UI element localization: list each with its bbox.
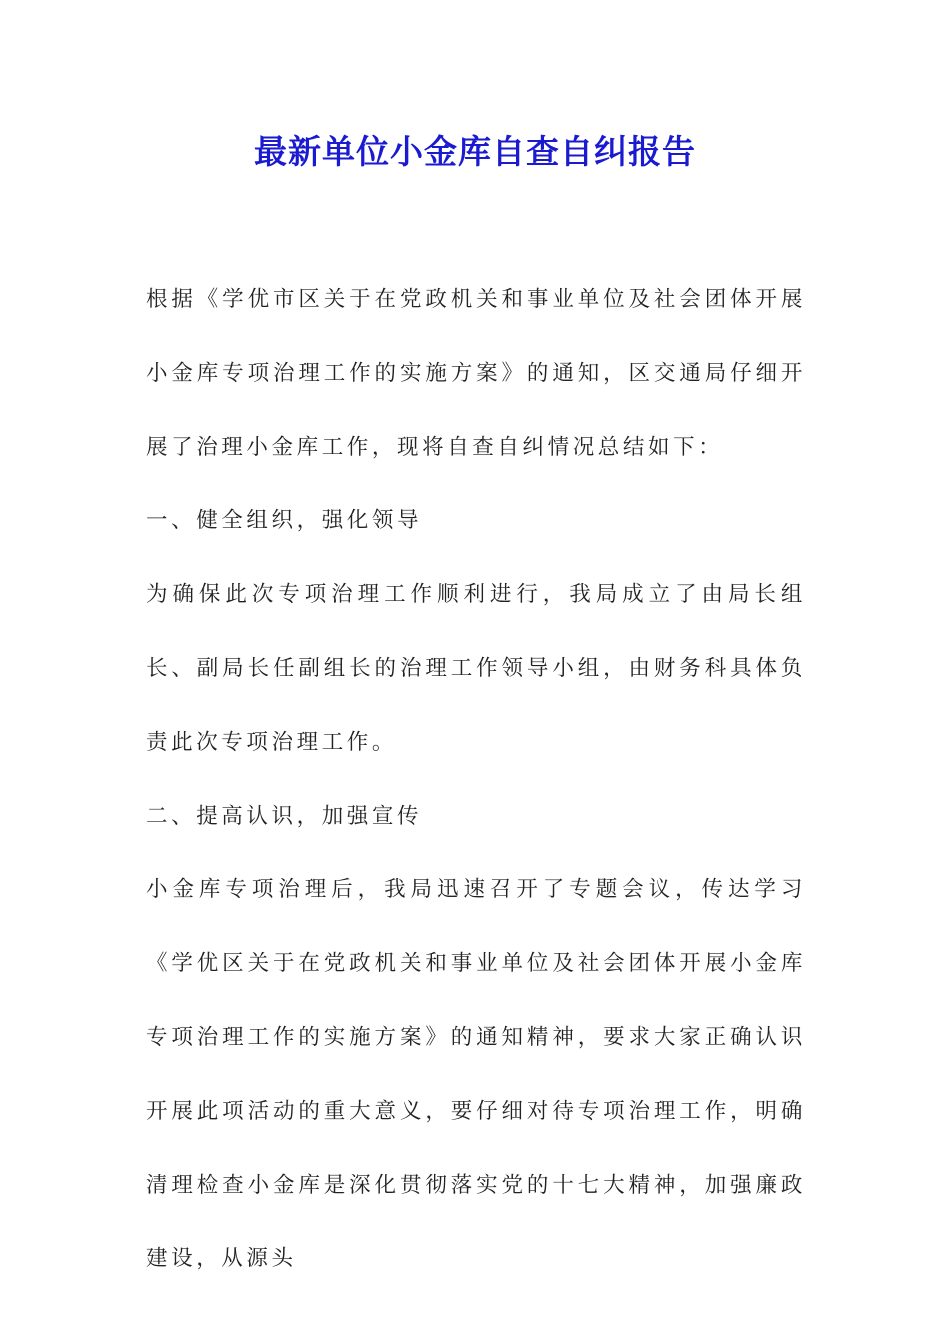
- document-title: 最新单位小金库自查自纠报告: [254, 132, 696, 171]
- paragraph-intro: 根据《学优市区关于在党政机关和事业单位及社会团体开展小金库专项治理工作的实施方案》的通知，区交通局仔细开展了治理小金库工作，现将自查自纠情况总结如下：: [146, 287, 806, 460]
- paragraph-organization: 为确保此次专项治理工作顺利进行，我局成立了由局长组长、副局长任副组长的治理工作领导小组，由财务科具体负责此次专项治理工作。: [146, 582, 806, 755]
- document-body: [146, 263, 806, 1296]
- paragraph-awareness: 小金库专项治理后，我局迅速召开了专题会议，传达学习《学优区关于在党政机关和事业单位及社会团体开展小金库专项治理工作的实施方案》的通知精神，要求大家正确认识开展此项活动的重大意义，要仔细对待专项治理工作，明确清理检查小金库是深化贯彻落实党的十七大精神，加强廉政建设，从源头: [146, 877, 806, 1272]
- section-heading-1: 一、健全组织，强化领导: [146, 508, 423, 534]
- section-heading-2: 二、提高认识，加强宣传: [146, 803, 423, 829]
